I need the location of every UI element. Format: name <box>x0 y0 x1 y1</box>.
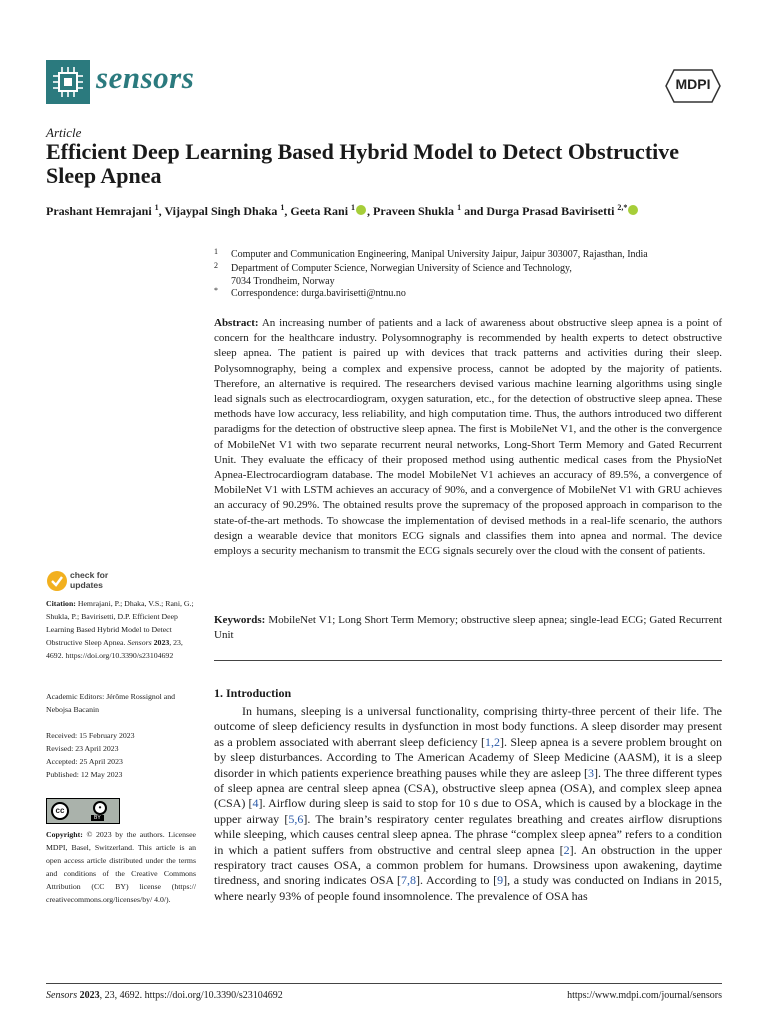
author-name: Durga Prasad Bavirisetti <box>486 204 615 218</box>
journal-name[interactable]: sensors <box>96 60 195 95</box>
orcid-icon[interactable] <box>356 205 366 215</box>
affiliation-1 <box>214 248 648 261</box>
citation-link[interactable]: 7,8 <box>401 873 417 888</box>
publisher-name: MDPI <box>675 76 711 92</box>
correspondence <box>214 287 406 300</box>
citation-year: 2023 <box>153 638 170 647</box>
check-updates-line1: check for <box>70 570 109 580</box>
check-updates-line2: updates <box>70 579 103 590</box>
author-name: Geeta Rani <box>290 204 349 218</box>
abstract-text: An increasing number of patients and a lack of awareness about obstructive sleep apnea is a point of concern for the healthcare industry. Polysomnography is recommended by health experts to detect obstructive sleep apnea. The patient is paired up with devices that track patterns and activities during their sleep. Polysomnography, being a complex and expensive process, cannot be adopted by the majority of patients. Therefore, an alternative is required. The researchers devised various machine learning algorithms using single lead signals such as electrocardiogram, oxygen saturation, etc., for the detection of obstructive sleep apnea. These methods have low accuracy, less reliability, and high computation time. Thus, the authors introduced two different paradigms for the detection of obstructive sleep apnea. The first is MobileNet V1, and the other is the convergence of MobileNet V1 with two separate recurrent neural networks, Long-Short Term Memory and Gated Recurrent Unit. They evaluate the efficacy of their proposed method using authentic medical cases from the PhysioNet Apnea-Electrocardiogram database. The model MobileNet V1 achieves an accuracy of 89.5%, a convergence of MobileNet V1 with LSTM achieves an accuracy of 90%, and a convergence of MobileNet V1 with GRU achieves an accuracy of 90.29%. The obtained results prove the supremacy of the proposed approach in comparison to the state-of-the-art methods. To showcase the implementation of devised methods in a real-life scenario, the authors design a wearable device that monitors ECG signals and classifies them into apnea and normal. The device employs a security mechanism to transmit the ECG signals securely over the cloud with the consent of patients. <box>214 317 722 558</box>
abstract <box>214 316 722 559</box>
footer-citation <box>46 990 283 1001</box>
author-affiliation-mark: 1 <box>154 203 159 212</box>
citation-volume: , 23, 4692. <box>46 638 183 660</box>
author-affiliation-mark: 1 <box>351 203 356 212</box>
footer-journal: Sensors <box>46 990 78 1001</box>
affiliation-text: Computer and Communication Engineering, Manipal University Jaipur, Jaipur 303007, Rajasthan, India <box>231 249 648 260</box>
affiliation-mark: * <box>214 286 218 295</box>
article-type: Article <box>46 125 82 140</box>
author-name: Prashant Hemrajani <box>46 204 152 218</box>
intro-text: ], a study was conducted on Indians in 2015, where nearly 93% of people found insomnolence. The prevalence of OSA has <box>214 873 722 903</box>
citation-doi-link[interactable]: https://doi.org/10.3390/s23104692 <box>65 651 174 660</box>
author-name: Vijaypal Singh Dhaka <box>164 204 278 218</box>
article-title: Efficient Deep Learning Based Hybrid Model to Detect Obstructive Sleep Apnea <box>46 139 680 188</box>
keywords <box>214 613 722 643</box>
date-received: Received: 15 February 2023 <box>46 731 135 740</box>
citation-link[interactable]: 5,6 <box>288 811 304 826</box>
citation-journal: Sensors <box>127 638 152 647</box>
intro-paragraph <box>214 704 722 904</box>
intro-text: ]. The brain’s respiratory center regulates breathing and creates airflow disruptions while sleeping, which causes central sleep apnea. The phrase “complex sleep apnea” refers to a condition in which a patient suffers from obstructive and central sleep apnea [ <box>214 811 722 857</box>
citation-text: Hemrajani, P.; Dhaka, V.S.; Rani, G.; Shukla, P.; Bavirisetti, D.P. Efficient Deep Learning Based Hybrid Model to Detect Obstructive Sleep Apnea. <box>46 599 194 647</box>
abstract-label: Abstract: <box>214 317 259 329</box>
attribution-person-icon: • <box>93 801 107 815</box>
check-updates-icon <box>46 570 68 592</box>
cc-icon: cc <box>51 802 69 820</box>
citation-link[interactable]: 2 <box>563 842 570 857</box>
copyright <box>46 828 196 906</box>
author-name: Praveen Shukla <box>373 204 455 218</box>
intro-text: ]. Airflow during sleep is said to stop for 10 s due to OSA, which is caused by a blockage in the upper airway [ <box>214 796 722 826</box>
affiliation-mark: 1 <box>214 247 218 256</box>
citation <box>46 597 196 662</box>
author-list: Prashant Hemrajani $^1$, Vijaypal Singh Dhaka $^1$, Geeta Rani $^1$ , Praveen Shukla $^1$ and Durga Prasad Bavirisetti $^{2,*}$ <box>46 203 736 219</box>
citation-label: Citation: <box>46 599 76 608</box>
keywords-text: MobileNet V1; Long Short Term Memory; obstructive sleep apnea; single-lead ECG; Gated Recurrent Unit <box>214 614 723 642</box>
citation-link[interactable]: 3 <box>587 765 594 780</box>
article-dates <box>46 729 196 781</box>
author-affiliation-mark: 2,* <box>617 203 628 212</box>
affiliation-2 <box>214 262 572 288</box>
footer-year: 2023 <box>79 990 100 1001</box>
footer-doi[interactable]: , 23, 4692. https://doi.org/10.3390/s23104692 <box>99 990 283 1001</box>
intro-text: ]. According to [ <box>416 873 498 888</box>
citation-link[interactable]: 4 <box>252 796 259 811</box>
intro-heading: 1. Introduction <box>214 686 292 700</box>
intro-text: ]. Sleep apnea is a severe problem brought on by sleep disturbances. According to The American Academy of Sleep Medicine (AASM), it is a sleep disorder in which patients experience breathing pauses while they are asleep [ <box>214 734 722 780</box>
intro-text: ]. The three different types of sleep apnea are central sleep apnea (CSA), obstructive sleep apnea (OSA), and complex sleep apnea (CSA) [ <box>214 765 722 811</box>
citation-link[interactable]: 9 <box>497 873 504 888</box>
footer-journal-url[interactable]: https://www.mdpi.com/journal/sensors <box>567 990 722 1001</box>
check-for-updates-button[interactable] <box>46 570 186 592</box>
keywords-label: Keywords: <box>214 614 266 626</box>
orcid-icon[interactable] <box>628 205 638 215</box>
affiliation-text: Department of Computer Science, Norwegian University of Science and Technology, <box>231 263 572 274</box>
correspondence-text[interactable]: Correspondence: durga.bavirisetti@ntnu.no <box>231 288 406 299</box>
citation-link[interactable]: 1,2 <box>484 734 500 749</box>
date-published: Published: 12 May 2023 <box>46 770 123 779</box>
date-revised: Revised: 23 April 2023 <box>46 744 119 753</box>
author-affiliation-mark: 1 <box>457 203 462 212</box>
intro-text: ]. An obstruction in the upper respiratory tract causes OSA, a common problem for humans. Drowsiness upon awakening, daytime tiredness, and snoring indicates OSA [ <box>214 842 723 888</box>
date-accepted: Accepted: 25 April 2023 <box>46 757 123 766</box>
copyright-text: © 2023 by the authors. Licensee MDPI, Basel, Switzerland. This article is an open access article distributed under the terms and conditions of the Creative Commons Attribution (CC BY) license (https:// creativecommons.org/licenses/by/ 4.0/). <box>46 830 196 904</box>
journal-logo-icon <box>46 60 90 104</box>
intro-text: In humans, sleeping is a universal functionality, comprising thirty-three percent of their life. The outcome of sleep deficiency results in dysfunction in most body functions. A sleep disorder may present as a problem associated with aberrant sleep deficiency [ <box>214 704 722 749</box>
author-affiliation-mark: 1 <box>280 203 285 212</box>
affiliation-mark: 2 <box>214 261 218 270</box>
affiliation-text: 7034 Trondheim, Norway <box>231 276 335 287</box>
footer-divider <box>46 983 722 984</box>
copyright-label: Copyright: <box>46 830 83 839</box>
cc-by-license-badge[interactable] <box>46 798 120 824</box>
cc-by-label: BY <box>91 815 104 821</box>
academic-editors: Academic Editors: Jérôme Rossignol and Nebojsa Bacanin <box>46 692 176 714</box>
publisher-logo[interactable] <box>664 68 722 104</box>
section-divider <box>214 660 722 661</box>
